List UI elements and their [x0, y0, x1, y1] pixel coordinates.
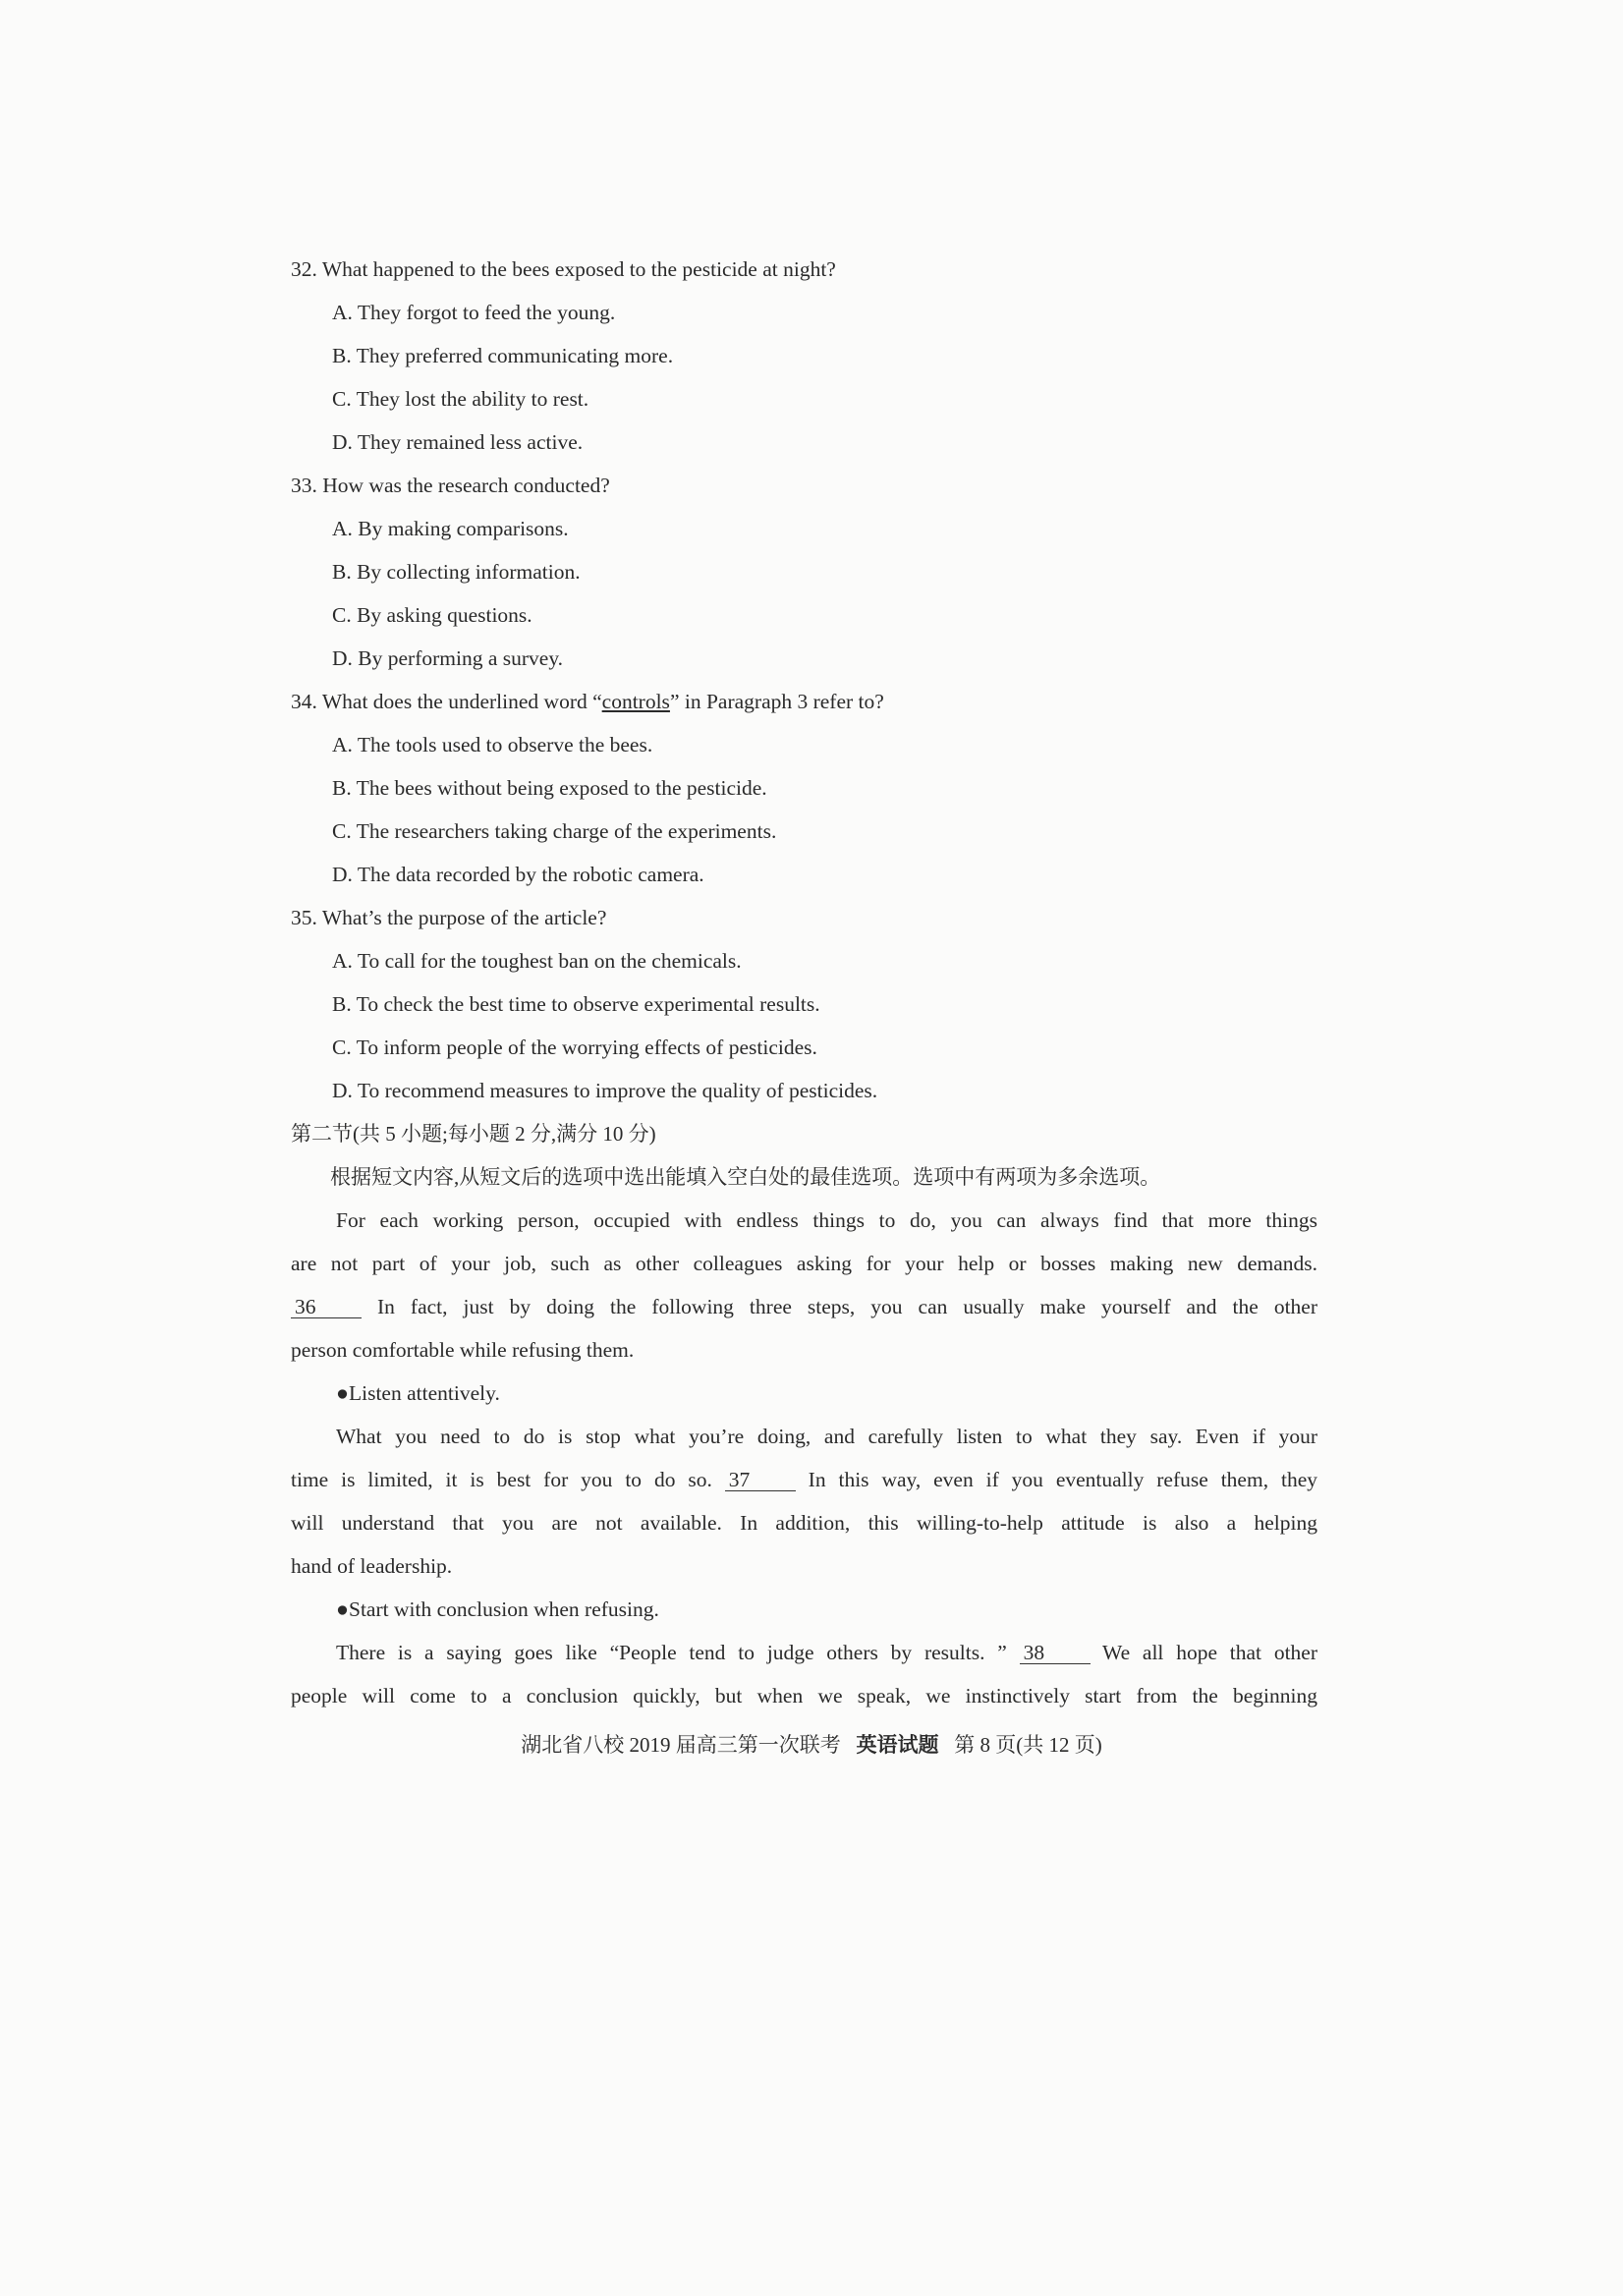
- passage-paragraph-3: [291, 1631, 1317, 1717]
- passage-line: people will come to a conclusion quickly, but when we speak, we instinctively start from the beginning: [291, 1684, 1317, 1708]
- question-34-option-d: D. The data recorded by the robotic camera.: [332, 863, 704, 886]
- question-32-stem: 32. What happened to the bees exposed to the pesticide at night?: [291, 257, 836, 281]
- question-32-option-c: C. They lost the ability to rest.: [332, 387, 589, 411]
- question-34-option-a: A. The tools used to observe the bees.: [332, 733, 653, 756]
- bullet-start-with-conclusion: ●Start with conclusion when refusing.: [336, 1597, 659, 1621]
- question-33-option-d: D. By performing a survey.: [332, 646, 564, 670]
- passage-line: What you need to do is stop what you’re doing, and carefully listen to what they say. Even if your: [336, 1425, 1317, 1448]
- question-32-option-b: B. They preferred communicating more.: [332, 344, 674, 367]
- passage-line-text: We all hope that other: [1090, 1641, 1317, 1664]
- question-34-stem-after: ” in Paragraph 3 refer to?: [669, 690, 884, 713]
- blank-36[interactable]: 36: [291, 1296, 362, 1318]
- passage-line-text: In this way, even if you eventually refuse them, they: [795, 1468, 1317, 1491]
- passage-paragraph-1: [291, 1199, 1317, 1372]
- footer-page-number: 第 8 页(共 12 页): [954, 1733, 1102, 1757]
- passage-line: are not part of your job, such as other colleagues asking for your help or bosses making new demands.: [291, 1252, 1317, 1275]
- section-2-heading: 第二节(共 5 小题;每小题 2 分,满分 10 分): [291, 1122, 656, 1146]
- passage-paragraph-2: [291, 1415, 1317, 1588]
- question-35-stem: 35. What’s the purpose of the article?: [291, 906, 607, 929]
- question-33-stem: 33. How was the research conducted?: [291, 474, 610, 497]
- question-33-option-c: C. By asking questions.: [332, 603, 532, 627]
- page-footer: [0, 1729, 1623, 1759]
- footer-school: 湖北省八校 2019 届高三第一次联考: [521, 1733, 841, 1757]
- passage-line-text: There is a saying goes like “People tend to judge others by results. ”: [336, 1641, 1020, 1664]
- question-35-option-a: A. To call for the toughest ban on the chemicals.: [332, 949, 742, 973]
- underlined-word: controls: [601, 690, 670, 713]
- question-35-option-b: B. To check the best time to observe experimental results.: [332, 992, 820, 1016]
- question-34-option-c: C. The researchers taking charge of the experiments.: [332, 819, 777, 843]
- question-32-option-a: A. They forgot to feed the young.: [332, 301, 616, 324]
- question-34-stem: [291, 680, 1317, 723]
- passage-line: [291, 1285, 1317, 1328]
- passage-line: [291, 1458, 1317, 1501]
- footer-subject: 英语试题: [856, 1733, 939, 1757]
- passage-line: For each working person, occupied with endless things to do, you can always find that more things: [336, 1208, 1317, 1232]
- question-34-option-b: B. The bees without being exposed to the pesticide.: [332, 776, 767, 800]
- bullet-listen-attentively: ●Listen attentively.: [336, 1381, 500, 1405]
- passage-line-text: In fact, just by doing the following three steps, you can usually make yourself and the other: [362, 1295, 1317, 1318]
- question-35-option-c: C. To inform people of the worrying effects of pesticides.: [332, 1036, 817, 1059]
- page-content: [291, 248, 1317, 1717]
- blank-37[interactable]: 37: [725, 1469, 796, 1491]
- question-32-option-d: D. They remained less active.: [332, 430, 584, 454]
- passage-line: [291, 1631, 1317, 1674]
- question-33-option-a: A. By making comparisons.: [332, 517, 569, 540]
- passage-line-text: time is limited, it is best for you to do so.: [291, 1468, 725, 1491]
- passage-line: hand of leadership.: [291, 1554, 453, 1578]
- passage-line: person comfortable while refusing them.: [291, 1338, 635, 1362]
- question-34-stem-before: 34. What does the underlined word “: [291, 690, 602, 713]
- section-2-instruction: 根据短文内容,从短文后的选项中选出能填入空白处的最佳选项。选项中有两项为多余选项。: [330, 1165, 1161, 1189]
- question-33-option-b: B. By collecting information.: [332, 560, 581, 584]
- blank-38[interactable]: 38: [1020, 1642, 1091, 1664]
- question-35-option-d: D. To recommend measures to improve the quality of pesticides.: [332, 1079, 878, 1102]
- passage-line: will understand that you are not available. In addition, this willing-to-help attitude is also a helping: [291, 1511, 1317, 1535]
